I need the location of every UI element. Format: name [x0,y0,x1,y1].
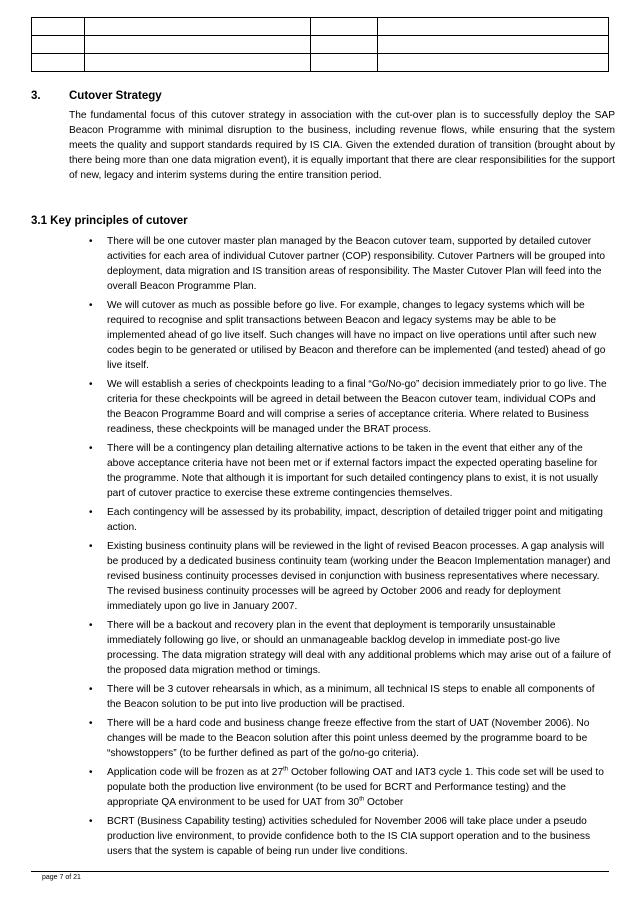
table-cell [85,54,311,72]
list-item [89,814,611,859]
list-item-text: There will be a contingency plan detailing alternative actions to be taken in the event that either any of the above acceptance criteria have not been met or if external factors impact the expected operating baseline for the programme. Note that although it is important for such detailed contingency plans to exist, it is not usually part of cutover practice to exercise these extreme contingencies themselves. [107,443,598,499]
page-number: page 7 of 21 [42,874,81,881]
bullet-icon: • [89,718,93,729]
ordinal-suffix: th [283,766,289,773]
table-cell [32,54,85,72]
section-heading [31,90,162,102]
bullet-icon: • [89,684,93,695]
list-item-text [107,767,604,808]
principles-list [89,234,611,863]
table-row [32,18,609,36]
table-cell [85,18,311,36]
table-cell [32,36,85,54]
bullet-icon: • [89,507,93,518]
list-item-text: There will be 3 cutover rehearsals in which, as a minimum, all technical IS steps to enable all components of the Beacon solution to be put into live production will be practised. [107,684,595,710]
bullet-icon: • [89,236,93,247]
subsection-heading: 3.1 Key principles of cutover [31,215,188,227]
bullet-icon: • [89,816,93,827]
table-cell [311,18,378,36]
list-item [89,298,611,373]
table-cell [378,18,609,36]
footer-divider [31,871,609,872]
list-item-text: BCRT (Business Capability testing) activities scheduled for November 2006 will take place under a pseudo production live environment, to provide confidence both to the IS CIA support operation and to the business users that the system is capable of being run under live conditions. [107,816,591,857]
top-table [31,17,609,72]
table-row [32,54,609,72]
section-title: Cutover Strategy [69,90,162,102]
table-cell [378,36,609,54]
table-cell [85,36,311,54]
list-item-text: We will cutover as much as possible before go live. For example, changes to legacy systems which will be required to recognise and split transactions between Beacon and legacy systems may be able to be implemented ahead of go live itself. Such changes will have no impact on live operations until after such new codes begin to be generated or utilised by Beacon and therefore can be implemented (and tested) ahead of go live itself. [107,300,606,371]
bullet-icon: • [89,767,93,778]
code-freeze-text-middle: October following OAT and IAT3 cycle 1. This code set will be used to populate both the production live environment (to be used for BCRT and Performance testing) and the appropriate QA environment to be used for UAT from 30 [107,767,604,808]
section-number: 3. [31,90,41,102]
list-item [89,234,611,294]
table-cell [378,54,609,72]
list-item [89,682,611,712]
list-item-text: There will be a backout and recovery plan in the event that deployment is temporarily unsustainable immediately following go live, or should an unmanageable backlog develop in immediate post-go live processing. The data migration strategy will deal with any additional problems which may arise out of a failure of the proposed data migration method or timings. [107,620,611,676]
bullet-icon: • [89,443,93,454]
list-item [89,716,611,761]
list-item-text: Existing business continuity plans will be reviewed in the light of revised Beacon processes. A gap analysis will be produced by a dedicated business continuity team (working under the Beacon Implementation manager) and revised business continuity processes devised in conjunction with business representatives where necessary. The revised business continuity processes will be agreed by October 2006 and ready for deployment immediately upon go live in January 2007. [107,541,611,612]
intro-paragraph: The fundamental focus of this cutover strategy in association with the cut-over plan is to successfully deploy the SAP Beacon Programme with minimal disruption to the business, including revenue flows, while ensuring that the system meets the quality and support standards required by IS CIA. Given the extended duration of transition (brought about by there being more than one data migration event), it is equally important that there are clear responsibilities for the support of new, legacy and interim systems during the entire transition period. [69,110,615,181]
table-row [32,36,609,54]
ordinal-suffix: th [359,796,365,803]
code-freeze-text-start: Application code will be frozen as at 27 [107,767,284,778]
table-cell [311,54,378,72]
list-item [89,441,611,501]
code-freeze-text-end: October [364,797,404,808]
table-cell [32,18,85,36]
bullet-icon: • [89,541,93,552]
bullet-icon: • [89,620,93,631]
list-item [89,377,611,437]
list-item-text: Each contingency will be assessed by its probability, impact, description of detailed trigger point and mitigating action. [107,507,603,533]
list-item [89,765,611,810]
list-item-text: There will be a hard code and business change freeze effective from the start of UAT (November 2006). No changes will be made to the Beacon solution after this point unless deemed by the programme board to be “showstoppers” (to be further defined as part of the go/no-go criteria). [107,718,590,759]
table-cell [311,36,378,54]
list-item [89,618,611,678]
list-item-text: We will establish a series of checkpoints leading to a final “Go/No-go” decision immediately prior to go live. The criteria for these checkpoints will be agreed in detail between the Beacon cutover team, individual COPs and the Beacon Programme Board and will comprise a series of acceptance criteria. Where related to Business readiness, these checkpoints will be managed under the BRAT process. [107,379,607,435]
list-item [89,505,611,535]
bullet-icon: • [89,379,93,390]
list-item [89,539,611,614]
list-item-text: There will be one cutover master plan managed by the Beacon cutover team, supported by detailed cutover activities for each area of individual Cutover partner (COP) responsibility. Cutover Partners will be grouped into deployment, data migration and IS transition areas of responsibility. The Master Cutover Plan will feed into the overall Beacon Programme Plan. [107,236,606,292]
bullet-icon: • [89,300,93,311]
